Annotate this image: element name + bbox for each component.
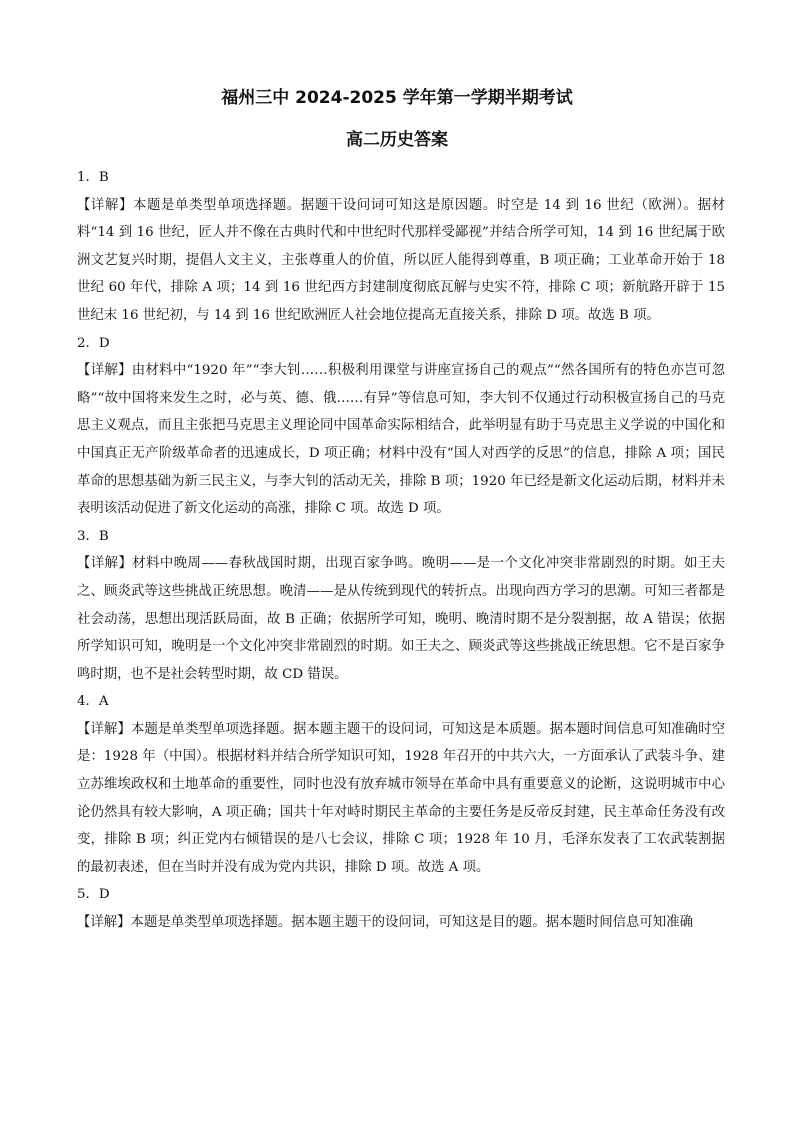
answer-explanation: 【详解】本题是单类型单项选择题。据题干设问词可知这是原因题。时空是 14 到 16 世纪（欧洲）。据材料“14 到 16 世纪，匠人并不像在古典时代和中世纪时代那样受鄙视”并结合所学可知，14 到 16 世纪属于欧洲文艺复兴时期，提倡人文主义，主张尊重人的价值，所以匠人能得到尊重，B 项正确；工业革命开始于 18 世纪 60 年代，排除 A 项；14 到 16 世纪西方封建制度彻底瓦解与史实不符，排除 C 项；新航路开辟于 15 世纪末 16 世纪初，与 14 到 16 世纪欧洲匠人社会地位提高无直接关系，排除 D 项。故选 B 项。: [77, 197, 725, 323]
question-number: 1．B: [77, 170, 109, 185]
question-number: 2．D: [77, 335, 110, 351]
answer-item: [77, 881, 725, 936]
answer-item: [77, 523, 725, 689]
answer-explanation: 【详解】本题是单类型单项选择题。据本题主题干的设问词，可知这是本质题。据本题时间信息可知准确时空是：1928 年（中国）。根据材料并结合所学知识可知，1928 年召开的中共六大，一方面承认了武装斗争、建立苏维埃政权和土地革命的重要性，同时也没有放弃城市领导在革命中具有重要意义的论断，这说明城市中心论仍然具有较大影响，A 项正确；国共十年对峙时期民主革命的主要任务是反帝反封建，民主革命任务没有改变，排除 B 项；纠正党内右倾错误的是八七会议，排除 C 项；1928 年 10 月，毛泽东发表了工农武装割据的最初表述，但在当时并没有成为党内共识，排除 D 项。故选 A 项。: [77, 721, 725, 875]
document-subtitle: 高二历史答案: [346, 130, 448, 150]
answer-item: [77, 330, 725, 523]
question-number: 5．D: [77, 887, 110, 903]
answer-explanation: 【详解】材料中晚周——春秋战国时期，出现百家争鸣。晚明——是一个文化冲突非常剧烈的时期。如王夫之、顾炎武等这些挑战正统思想。晚清——是从传统到现代的转折点。出现向西方学习的思潮。可知三者都是社会动荡，思想出现活跃局面，故 B 正确；依据所学可知，晚明、晚清时期不是分裂割据，故 A 错误；依据所学知识可知，晚明是一个文化冲突非常剧烈的时期。如王夫之、顾炎武等这些挑战正统思想。它不是百家争鸣时期，也不是社会转型时期，故 CD 错误。: [77, 556, 725, 682]
answer-item: [77, 688, 725, 881]
document-title: 福州三中 2024-2025 学年第一学期半期考试: [221, 88, 573, 108]
answer-explanation: 【详解】本题是单类型单项选择题。据本题主题干的设问词，可知这是目的题。据本题时间信息可知准确: [77, 915, 693, 931]
answer-list: [77, 164, 725, 937]
answer-item: [77, 164, 725, 330]
answer-explanation: 【详解】由材料中“1920 年”“李大钊……积极利用课堂与讲座宣扬自己的观点”“然各国所有的特色亦岂可忽略”“故中国将来发生之时，必与英、德、俄……有异”等信息可知，李大钊不仅通过行动积极宣扬自己的马克思主义观点，而且主张把马克思主义理论同中国革命实际相结合，此举明显有助于马克思主义学说的中国化和中国真正无产阶级革命者的迅速成长，D 项正确；材料中没有“国人对西学的反思”的信息，排除 A 项；国民革命的思想基础为新三民主义，与李大钊的活动无关，排除 B 项；1920 年已经是新文化运动后期，材料并未表明该活动促进了新文化运动的高涨，排除 C 项。故选 D 项。: [77, 363, 725, 517]
question-number: 3．B: [77, 528, 109, 544]
question-number: 4．A: [77, 694, 109, 710]
